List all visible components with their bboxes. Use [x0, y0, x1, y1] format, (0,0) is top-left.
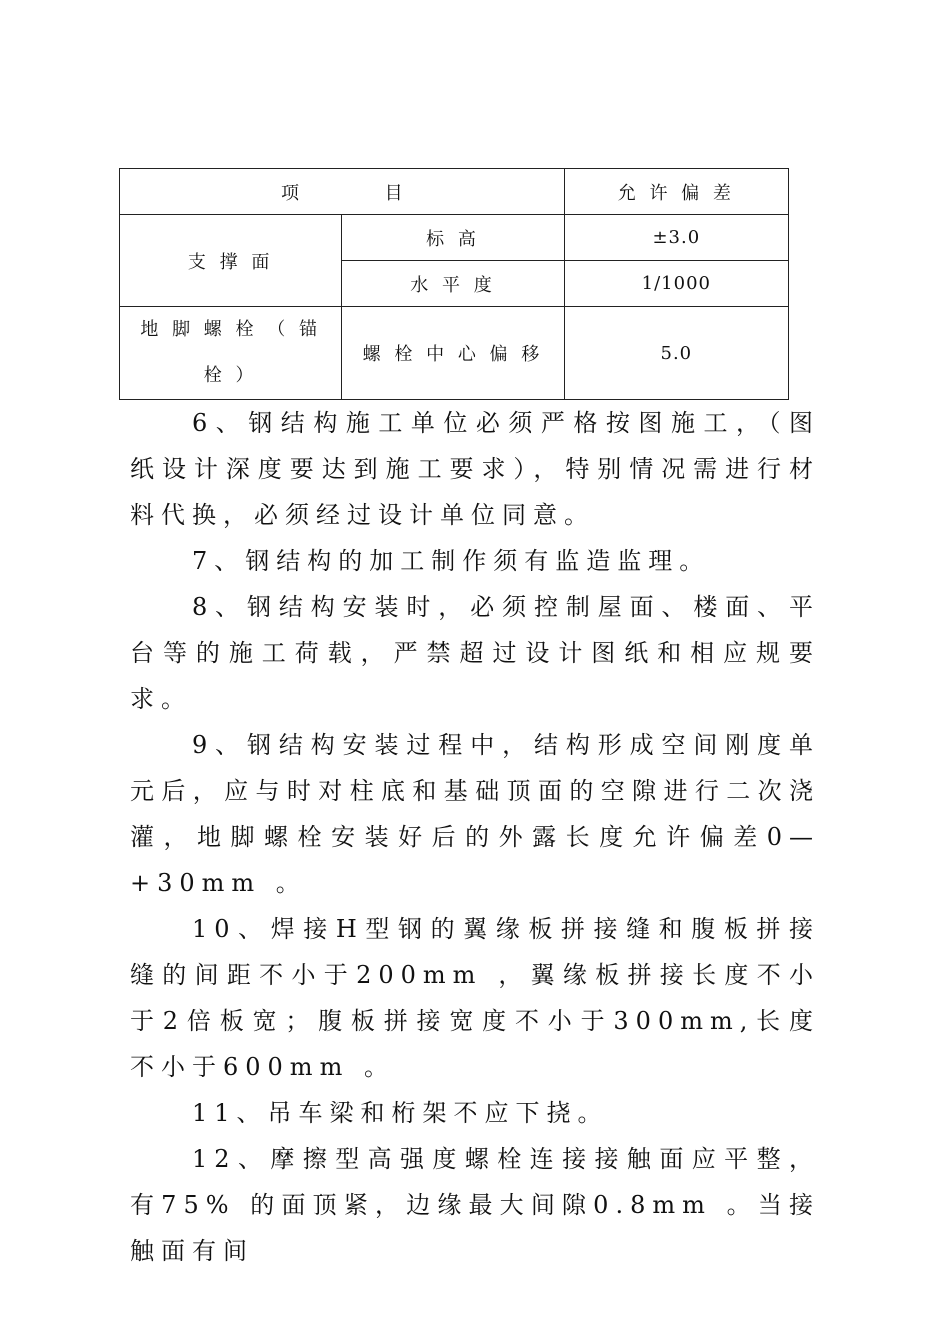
- table-header-row: [120, 169, 789, 215]
- paragraph-12: 12、摩擦型高强度螺栓连接接触面应平整，有75% 的面顶紧，边缘最大间隙0.8mm 。当接触面有间: [130, 1145, 820, 1265]
- paragraph-8: 8、钢结构安装时，必须控制屋面、楼面、平台等的施工荷载，严禁超过设计图纸和相应规要求。: [130, 593, 820, 713]
- header-item: 项 目: [120, 169, 565, 215]
- paragraph-9: 9、钢结构安装过程中，结构形成空间刚度单元后，应与时对柱底和基础顶面的空隙进行二次浇灌，地脚螺栓安装好后的外露长度允许偏差0—+30mm 。: [130, 731, 820, 897]
- header-tolerance: 允 许 偏 差: [564, 169, 788, 215]
- paragraph-6: 6、钢结构施工单位必须严格按图施工，（图纸设计深度要达到施工要求），特别情况需进行材料代换，必须经过设计单位同意。: [130, 409, 820, 529]
- document-body: [130, 400, 820, 1274]
- table-row: [120, 307, 789, 400]
- table-row: [120, 215, 789, 261]
- paragraph-7: 7、钢结构的加工制作须有监造监理。: [192, 547, 711, 575]
- value-bolt-center-offset: 5.0: [564, 307, 788, 400]
- sub-bolt-center-offset: 螺 栓 中 心 偏 移: [342, 307, 564, 400]
- sub-levelness: 水 平 度: [342, 261, 564, 307]
- sub-elevation: 标 高: [342, 215, 564, 261]
- group-support-surface: 支 撑 面: [120, 215, 342, 307]
- group-anchor-bolt: 地 脚 螺 栓 （ 锚 栓 ）: [120, 307, 342, 400]
- value-levelness: 1/1000: [564, 261, 788, 307]
- paragraph-11: 11、吊车梁和桁架不应下挠。: [192, 1099, 609, 1127]
- tolerance-table: [119, 168, 789, 400]
- value-elevation: ±3.0: [564, 215, 788, 261]
- paragraph-10: 10、焊接H型钢的翼缘板拼接缝和腹板拼接缝的间距不小于200mm ，翼缘板拼接长度不小于2倍板宽；腹板拼接宽度不小于300mm,长度不小于600mm 。: [130, 915, 820, 1081]
